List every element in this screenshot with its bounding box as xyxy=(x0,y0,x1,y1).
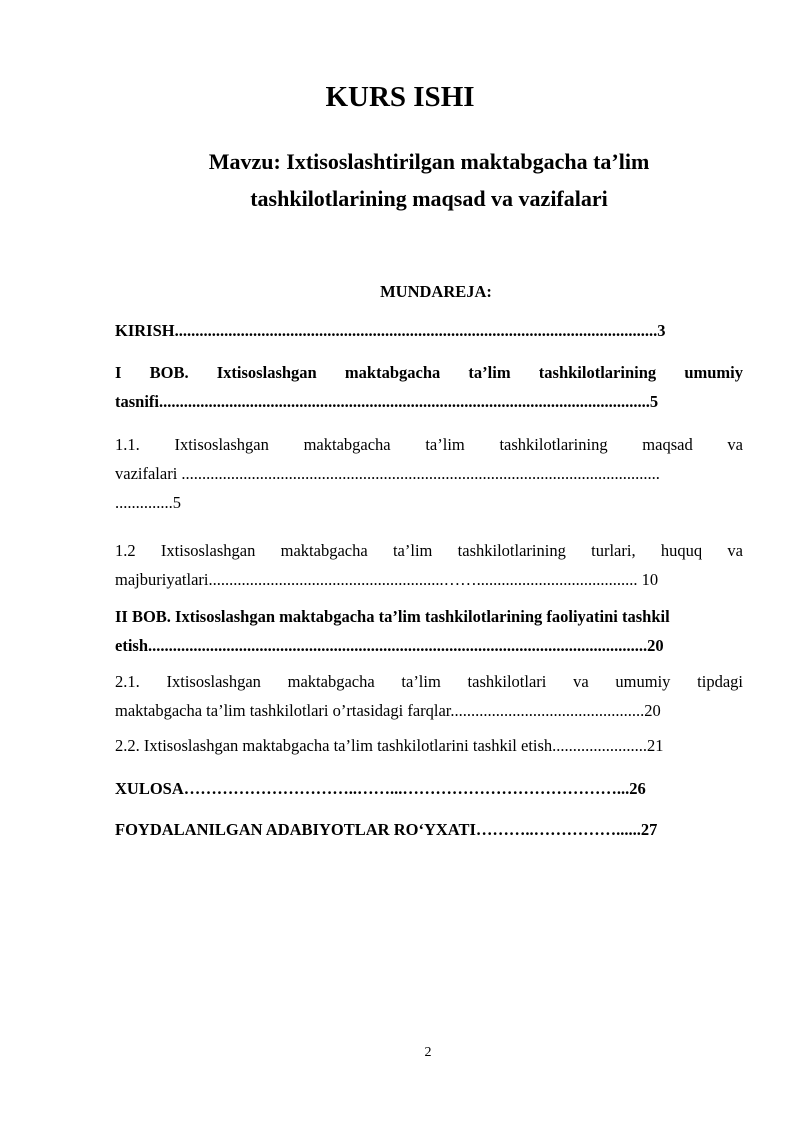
toc-entry-text: 1.1. Ixtisoslashgan maktabgacha ta’lim tashkilotlarining maqsad va xyxy=(115,435,743,454)
toc-entry-text: KIRISH.....................................................................................................................3 xyxy=(115,321,666,340)
document-title: KURS ISHI xyxy=(325,81,475,113)
toc-entry-1-1 xyxy=(115,430,743,517)
document-subtitle xyxy=(115,143,743,217)
toc-entry-text: vazifalari .................................................................................................................... xyxy=(115,464,660,483)
toc-entry-text: etish.........................................................................................................................20 xyxy=(115,636,664,655)
toc-entry-kirish xyxy=(115,316,743,345)
toc-entry-text: ..............5 xyxy=(115,493,181,512)
page-number: 2 xyxy=(424,1045,432,1060)
toc-heading: MUNDAREJA: xyxy=(380,282,492,301)
toc-entry-text: XULOSA…………………………..……...…………………………………...26 xyxy=(115,779,646,798)
subtitle-line-2: tashkilotlarining maqsad va vazifalari xyxy=(250,186,608,211)
toc-entry-text: majburiyatlari.........................................................……....................................... 10 xyxy=(115,570,659,589)
toc-entry-2-2 xyxy=(115,731,743,760)
toc-entry-text: tasnifi.......................................................................................................................5 xyxy=(115,392,659,411)
toc-entry-xulosa xyxy=(115,774,743,803)
toc-entry-bob2 xyxy=(115,602,743,660)
toc-entry-text: 2.2. Ixtisoslashgan maktabgacha ta’lim tashkilotlarini tashkil etish.......................21 xyxy=(115,736,664,755)
toc-entry-1-2 xyxy=(115,536,743,594)
toc-entry-text: FOYDALANILGAN ADABIYOTLAR RO‘YXATI………..……………......27 xyxy=(115,820,658,839)
toc-entry-text: II BOB. Ixtisoslashgan maktabgacha ta’lim tashkilotlarining faoliyatini tashkil xyxy=(115,607,670,626)
toc-entry-2-1 xyxy=(115,667,743,725)
toc-entry-text: I BOB. Ixtisoslashgan maktabgacha ta’lim tashkilotlarining umumiy xyxy=(115,363,743,382)
toc-entry-text: 2.1. Ixtisoslashgan maktabgacha ta’lim tashkilotlari va umumiy tipdagi xyxy=(115,672,743,691)
toc-entry-text: 1.2 Ixtisoslashgan maktabgacha ta’lim tashkilotlarining turlari, huquq va xyxy=(115,541,743,560)
toc-entry-adabiyotlar xyxy=(115,815,743,844)
toc-entry-text: maktabgacha ta’lim tashkilotlari o’rtasidagi farqlar...............................................20 xyxy=(115,701,661,720)
toc-entry-bob1 xyxy=(115,358,743,416)
subtitle-line-1: Mavzu: Ixtisoslashtirilgan maktabgacha ta’lim xyxy=(208,149,650,174)
